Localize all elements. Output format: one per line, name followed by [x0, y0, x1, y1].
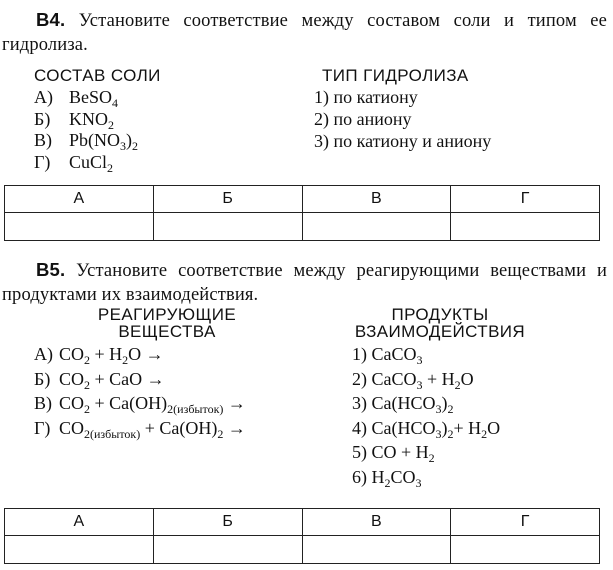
- b5-left-header-line2: ВЕЩЕСТВА: [118, 322, 216, 341]
- b5-left-header-line1: РЕАГИРУЮЩИЕ: [97, 305, 237, 324]
- b4-answer-cell-b[interactable]: [153, 213, 302, 241]
- b4-composition-item: [34, 108, 114, 130]
- b4-composition-item-letter: А): [34, 87, 53, 107]
- b4-answer-table: [4, 185, 600, 241]
- b4-hydrolysis-type-item: 2) по аниону: [314, 109, 412, 129]
- b4-table-header-g: Г: [451, 186, 600, 213]
- b4-composition-item-letter: Г): [34, 151, 51, 172]
- b5-table-header-v: В: [302, 509, 451, 536]
- b4-composition-item: [34, 86, 118, 108]
- b4-composition-item: [34, 151, 113, 173]
- b4-composition-item: [34, 129, 138, 151]
- b4-answer-cell-g[interactable]: [451, 213, 600, 241]
- b5-products-item: 4) $Ca(HCO_3)_2+ H_2O$: [352, 417, 501, 441]
- b5-reactants-item-formula: $CO_{2(избыток)} + Ca(OH)_2$ →: [59, 417, 246, 441]
- b4-composition-item-letter: Б): [34, 108, 51, 129]
- b5-products-item: 5) CO + $H_2$: [352, 442, 435, 465]
- b5-reactants-item-formula: $CO_2 + H_2O$ →: [59, 344, 164, 367]
- b5-answer-cell-v[interactable]: [302, 536, 451, 564]
- b4-table-header-b: Б: [153, 186, 302, 213]
- b4-table-header-v: В: [302, 186, 451, 213]
- b5-table-header-g: Г: [451, 509, 600, 536]
- b4-composition-item-formula: $KNO_2$: [69, 108, 114, 132]
- b5-products-item: 1) CaCO$_3$: [352, 344, 423, 367]
- b5-right-header: [340, 306, 540, 340]
- b4-hydrolysis-type-item: 3) по катиону и аниону: [314, 131, 492, 151]
- b5-reactants-item-letter: Г): [34, 417, 51, 438]
- b5-left-header: [82, 306, 252, 340]
- b5-reactants-item: [34, 368, 165, 390]
- task-b4-text: Установите соответствие между составом соли и типом ее гидролиза.: [2, 11, 608, 55]
- b4-table-header-a: А: [5, 186, 154, 213]
- b4-left-header: СОСТАВ СОЛИ: [34, 66, 161, 85]
- b5-reactants-item-letter: В): [34, 393, 52, 413]
- task-b4-number: В4.: [36, 9, 66, 30]
- b5-products-item: 2) CaCO$_3$ + $H_2O$: [352, 368, 474, 392]
- b5-reactants-item: [34, 343, 164, 365]
- b5-reactants-item-letter: А): [34, 344, 53, 364]
- b5-right-header-line2: ВЗАИМОДЕЙСТВИЯ: [354, 322, 526, 341]
- task-b4-statement: [2, 8, 607, 57]
- b5-right-header-line1: ПРОДУКТЫ: [391, 305, 489, 324]
- b5-reactants-item-letter: Б): [34, 368, 51, 389]
- b5-reactants-item-formula: $CO_2 + Ca(OH)_{2(избыток)}$ →: [59, 393, 246, 416]
- b4-composition-item-formula: $Pb(NO_3)_2$: [69, 130, 139, 153]
- b5-answer-cell-b[interactable]: [153, 536, 302, 564]
- task-b5-number: В5.: [36, 259, 66, 280]
- b5-products-item: 3) $Ca(HCO_3)_2$: [352, 393, 454, 416]
- b5-reactants-item-formula: $CO_2$ + CaO →: [59, 368, 165, 392]
- b5-answer-cell-g[interactable]: [451, 536, 600, 564]
- b4-composition-item-formula: CuCl$_2$: [69, 151, 114, 175]
- b5-table-header-b: Б: [153, 509, 302, 536]
- task-b5-text: Установите соответствие между реагирующими веществами и продуктами их взаимодействия.: [2, 261, 607, 305]
- b4-hydrolysis-type-item: 1) по катиону: [314, 87, 418, 107]
- b4-answer-cell-a[interactable]: [5, 213, 154, 241]
- b4-composition-item-letter: В): [34, 130, 52, 150]
- b5-table-header-a: А: [5, 509, 154, 536]
- b4-answer-cell-v[interactable]: [302, 213, 451, 241]
- b5-reactants-item: [34, 417, 246, 439]
- b5-answer-cell-a[interactable]: [5, 536, 154, 564]
- b4-composition-item-formula: BeSO$_4$: [69, 87, 119, 110]
- b4-right-header: ТИП ГИДРОЛИЗА: [322, 66, 469, 85]
- b5-answer-table: [4, 508, 600, 564]
- b5-products-item: 6) $H_2CO_3$: [352, 466, 422, 490]
- task-b5-statement: [2, 258, 607, 307]
- b5-reactants-item: [34, 392, 246, 414]
